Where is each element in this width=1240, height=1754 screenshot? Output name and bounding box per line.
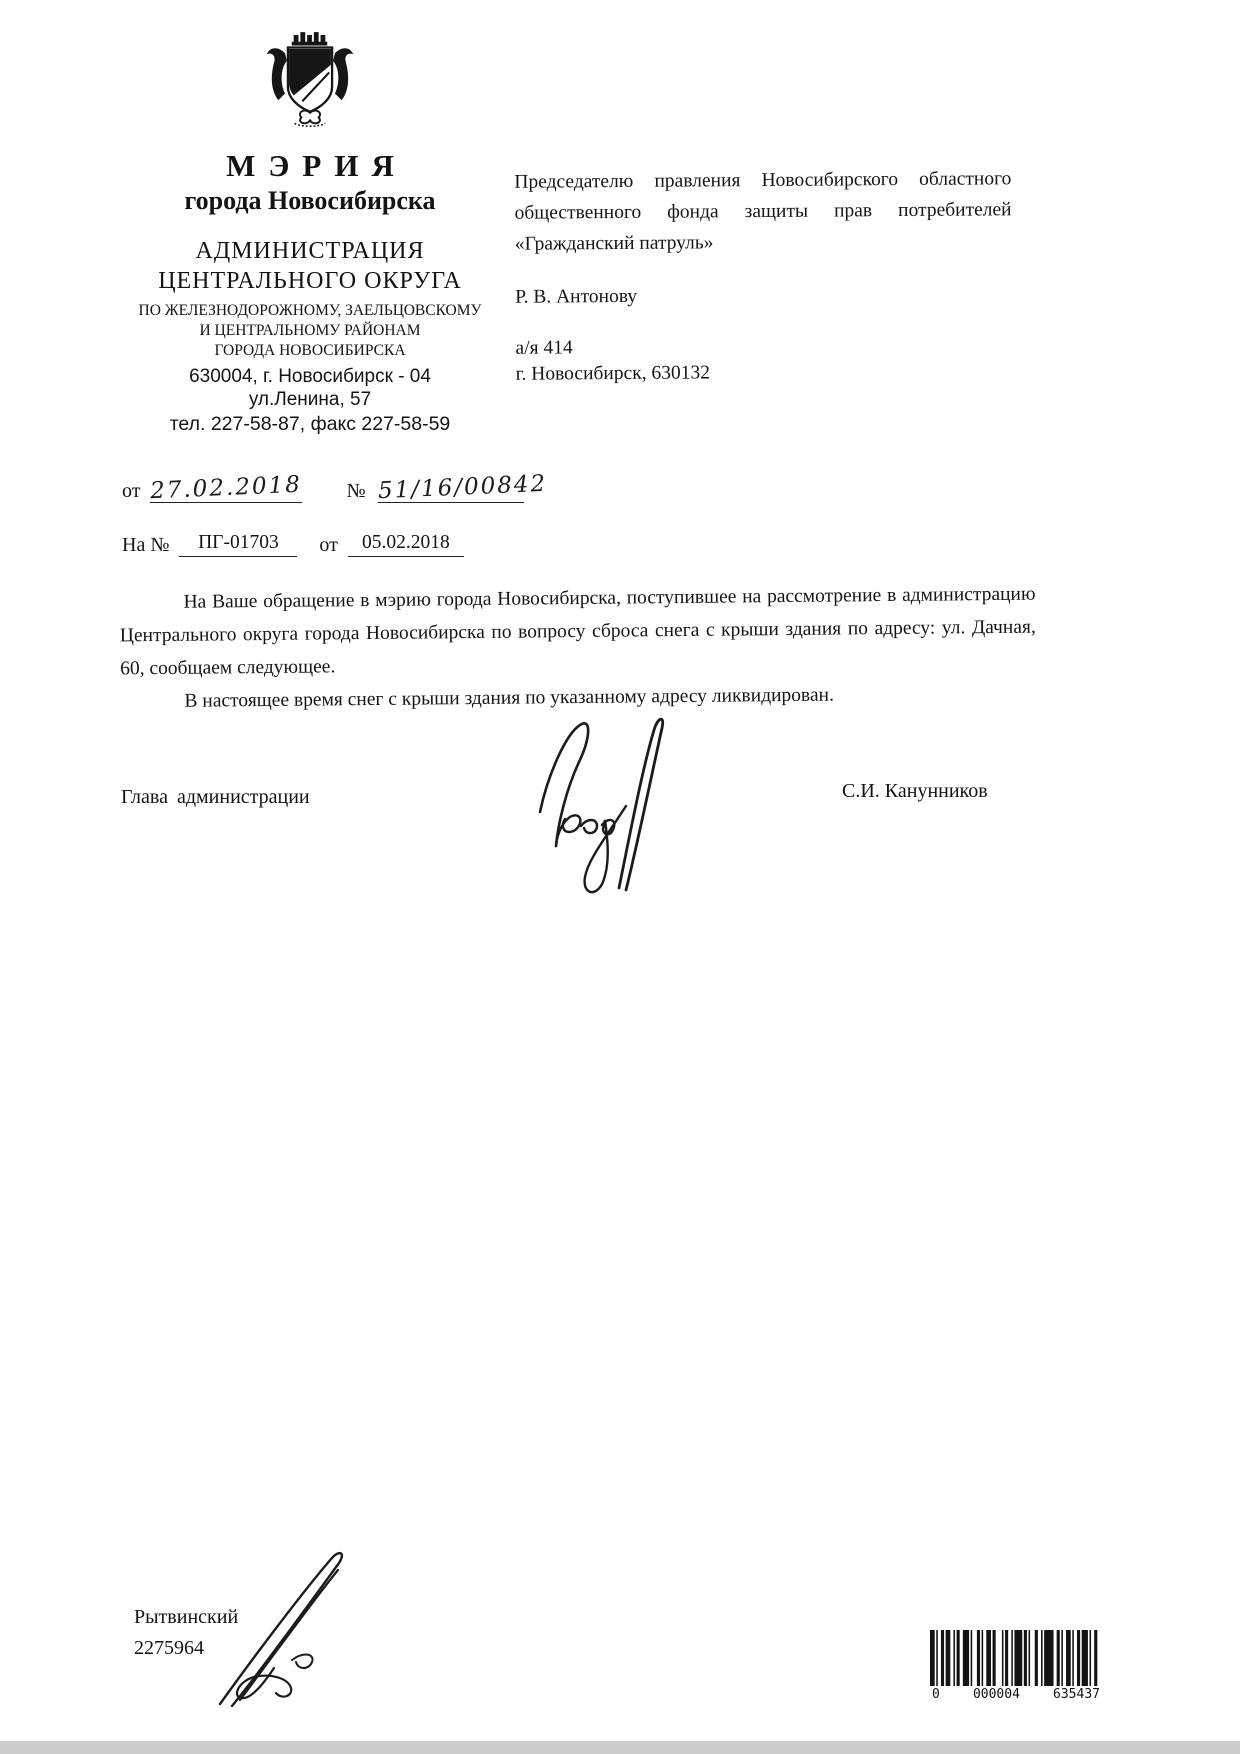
reply-label: На № [122, 534, 170, 556]
signer-name: С.И. Канунников [842, 780, 988, 802]
reply-from-label: от [319, 534, 338, 556]
body-paragraph-1: На Ваше обращение в мэрию города Новосибирска, поступившее на рассмотрение в администрацию Центрального округа города Новосибирска по вопросу сброса снега с крыши здания по адресу: ул. Дачная, 60, сообщаем следующее. [119, 583, 1036, 680]
barcode-group1: 000004 [972, 1687, 1020, 1702]
reply-date-blank [348, 530, 464, 557]
districts-line1: ПО ЖЕЛЕЗНОДОРОЖНОМУ, ЗАЕЛЬЦОВСКОМУ [138, 302, 482, 319]
outgoing-number-blank [377, 468, 548, 505]
districts-line3: ГОРОДА НОВОСИБИРСКА [214, 342, 406, 359]
recipient-city: г. Новосибирск, 630132 [515, 362, 711, 385]
reply-number-blank [179, 530, 297, 557]
outgoing-number-handwritten: 51/16/00842 [377, 470, 548, 505]
phone-fax-line: тел. 227-58-87, факс 227-58-59 [169, 413, 451, 435]
department-line2: ЦЕНТРАЛЬНОГО ОКРУГА [158, 268, 462, 294]
districts-lines [100, 301, 520, 361]
barcode-digits [930, 1687, 1102, 1702]
org-name-line1: МЭРИЯ [226, 148, 407, 183]
org-name-line2: города Новосибирска [184, 186, 436, 215]
scan-edge-artifact [0, 1741, 1240, 1754]
barcode-bars-icon [930, 1630, 1102, 1686]
recipient-name: Р. В. Антонову [515, 285, 638, 308]
reply-number: ПГ-01703 [198, 532, 279, 553]
department-line1: АДМИНИСТРАЦИЯ [195, 238, 425, 264]
recipient-block [514, 163, 1013, 385]
reply-reference-row [122, 530, 542, 557]
outgoing-reference-row [122, 468, 548, 505]
barcode-left-digit: 0 [932, 1687, 940, 1702]
outgoing-date-blank [150, 468, 302, 503]
document-barcode [930, 1630, 1102, 1702]
letterhead [100, 32, 520, 436]
address-line1: 630004, г. Новосибирск - 04 [189, 366, 431, 387]
kanunnikov-signature-icon [518, 712, 696, 894]
executor-phone: 2275964 [134, 1637, 204, 1659]
districts-line2: И ЦЕНТРАЛЬНОМУ РАЙОНАМ [199, 322, 421, 339]
number-label: № [346, 480, 366, 502]
from-label: от [122, 480, 141, 502]
letter-body [119, 578, 1036, 719]
address-line2: ул.Ленина, 57 [248, 389, 372, 410]
postal-address [100, 365, 520, 411]
executor-name: Рытвинский [134, 1606, 239, 1628]
novosibirsk-coat-of-arms-icon [262, 32, 358, 134]
reply-date: 05.02.2018 [362, 532, 450, 553]
body-paragraph-2: В настоящее время снег с крыши здания по указанному адресу ликвидирован. [184, 684, 835, 712]
signer-title: Глава администрации [121, 786, 310, 808]
recipient-organization: Председателю правления Новосибирского областного общественного фонда защиты прав потребителей «Гражданский патруль» [514, 168, 1012, 255]
barcode-group2: 635437 [1053, 1687, 1100, 1702]
outgoing-date-handwritten: 27.02.2018 [150, 471, 303, 505]
rytvinsky-signature-icon [212, 1548, 362, 1710]
recipient-po-box: а/я 414 [515, 337, 573, 359]
